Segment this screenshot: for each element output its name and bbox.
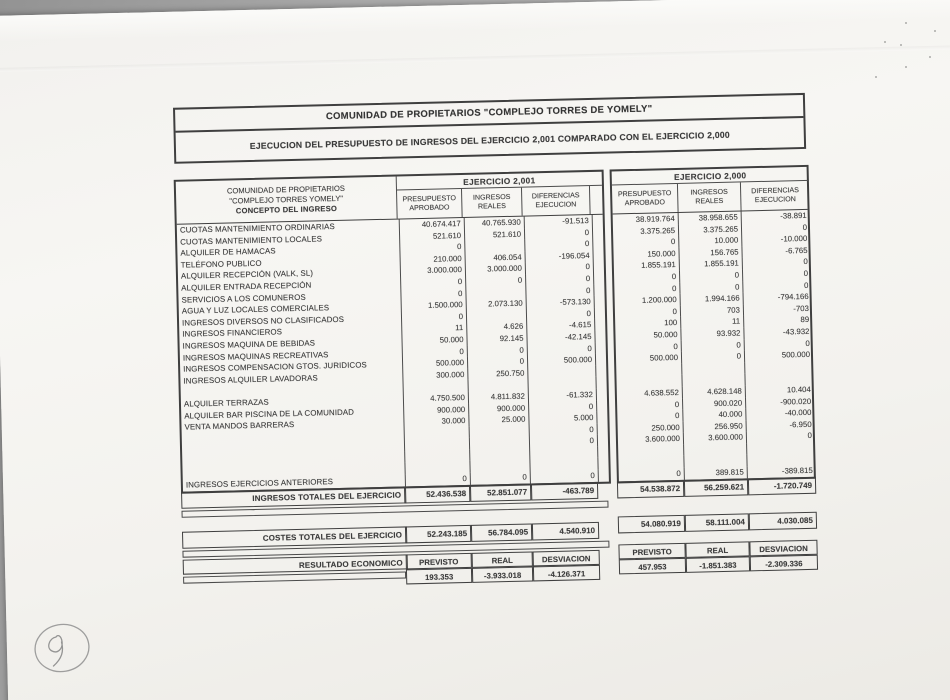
- concept-label: ALQUILER BAR PISCINA DE LA COMUNIDAD: [181, 405, 404, 422]
- cell-diferencias-2000: 10.404: [786, 384, 811, 395]
- ingresos-totales-presupuesto-2000: 54.538.872: [617, 480, 684, 499]
- cell-diferencias-2001: 0: [525, 227, 593, 240]
- ingresos-totales-reales-2001: 52.851.077: [470, 483, 531, 501]
- cell-diferencias-2001: 0: [526, 273, 594, 286]
- costes-totales-reales-2001: 56.784.095: [471, 523, 532, 541]
- cell-presupuesto-2000: 38.919.764: [613, 213, 679, 226]
- cell-ingresos-2001: 2.073.130: [467, 298, 527, 311]
- exercise-2000-header-group: [612, 167, 810, 214]
- costes-totales-diferencias-2000: 4.030.085: [749, 512, 817, 531]
- handwritten-page-number: [25, 612, 97, 684]
- spacer-cell: [594, 284, 606, 296]
- cell-presupuesto-2000: 0: [617, 398, 683, 411]
- cell-presupuesto-2000: 0: [615, 306, 681, 319]
- col-header-text: PRESUPUESTO: [402, 194, 457, 204]
- spacer-cell: [593, 215, 605, 227]
- cell-diferencias-2001: 0: [525, 238, 593, 251]
- cell-ingresos-2000: 38.958.655: [679, 211, 742, 224]
- dust-speck: [875, 76, 877, 78]
- cell-presupuesto-2001: 0: [402, 311, 467, 324]
- budget-table-2001: [174, 170, 611, 494]
- spacer-cell: [596, 365, 608, 377]
- cell-diferencias-2000: 0: [807, 431, 813, 441]
- col-header-text: PRESUPUESTO: [617, 189, 672, 199]
- cell-diferencias-2001: -91.513: [525, 215, 593, 228]
- spacer-cell: [597, 412, 609, 424]
- cell-diferencias-2001: 0: [530, 435, 598, 448]
- cell-ingresos-2001: 250.750: [468, 367, 528, 380]
- cell-diferencias-2001: -573.130: [527, 296, 595, 309]
- cell-presupuesto-2000: 0: [619, 468, 685, 481]
- resultado-header-desviacion-2001: DESVIACION: [533, 550, 600, 567]
- cell-diferencias-2000: -900.020: [780, 396, 812, 407]
- cell-presupuesto-2001: 0: [401, 288, 466, 301]
- cell-presupuesto-2000: 150.000: [613, 248, 679, 261]
- ingresos-totales-label: INGRESOS TOTALES DEL EJERCICIO: [181, 486, 406, 508]
- col-header-ingresos-reales: [678, 182, 742, 211]
- cell-presupuesto-2001: 11: [402, 322, 467, 335]
- dust-speck: [934, 30, 936, 32]
- cell-diferencias-2000: 0: [802, 222, 808, 232]
- col-header-ingresos-reales: [462, 188, 523, 217]
- spacer-cell: [598, 435, 610, 447]
- cell-ingresos-2001: 0: [471, 472, 531, 485]
- cell-ingresos-2001: 0: [468, 344, 528, 357]
- header-line: COMUNIDAD DE PROPIETARIOS: [226, 183, 346, 196]
- cell-presupuesto-2000: 3.375.265: [613, 225, 679, 238]
- col-header-presupuesto-aprobado: [612, 184, 679, 214]
- costes-totales-diferencias-2001: 4.540.910: [532, 522, 599, 541]
- resultado-header-real-2000: REAL: [685, 541, 749, 558]
- concept-label: TELÉFONO PUBLICO: [178, 254, 401, 271]
- concept-label: ALQUILER ENTRADA RECEPCIÓN: [178, 277, 401, 294]
- ingresos-totales-diferencias-2001: -463.789: [531, 482, 598, 501]
- cell-presupuesto-2001: 30.000: [404, 415, 469, 428]
- cell-diferencias-2001: -196.054: [525, 250, 593, 263]
- cell-diferencias-2001: 0: [530, 424, 598, 437]
- col-header-text: DIFERENCIAS: [751, 186, 800, 196]
- concept-label: CUOTAS MANTENIMIENTO LOCALES: [177, 231, 400, 248]
- budget-table-2000: [610, 165, 816, 483]
- concept-label: INGRESOS ALQUILER LAVADORAS: [180, 370, 403, 387]
- col-header-text: APROBADO: [409, 203, 450, 213]
- concept-label: ALQUILER RECEPCIÓN (VALK, SL): [178, 266, 401, 283]
- cell-presupuesto-2000: 1.855.191: [614, 259, 680, 272]
- cell-presupuesto-2000: 1.200.000: [615, 294, 681, 307]
- cell-presupuesto-2001: 210.000: [401, 253, 466, 266]
- cell-diferencias-2001: 0: [527, 308, 595, 321]
- spacer-cell: [593, 238, 605, 250]
- cell-ingresos-2000: 10.000: [679, 235, 742, 248]
- cell-diferencias-2000: -10.000: [780, 234, 808, 244]
- resultado-desviacion-2000: -2.309.336: [750, 555, 818, 572]
- spacer-cell: [595, 331, 607, 343]
- cell-diferencias-2000: -6.950: [789, 419, 812, 430]
- resultado-header-desviacion-2000: DESVIACION: [749, 540, 817, 557]
- cell-ingresos-2001: 406.054: [465, 251, 525, 264]
- cell-presupuesto-2001: 900.000: [404, 403, 469, 416]
- cell-diferencias-2000: -794.166: [777, 292, 809, 302]
- header-line: "COMPLEJO TORRES YOMELY": [229, 193, 344, 206]
- cell-diferencias-2000: -703: [793, 303, 809, 314]
- cell-presupuesto-2001: 0: [406, 473, 471, 486]
- document-subtitle: EJECUCION DEL PRESUPUESTO DE INGRESOS DEL EJERCICIO 2,001 COMPARADO CON EL EJERCICIO 2,000: [249, 129, 730, 151]
- ingresos-totales-presupuesto-2001: 52.436.538: [404, 485, 470, 504]
- cell-presupuesto-2000: 0: [616, 340, 682, 353]
- cell-ingresos-2000: 0: [680, 281, 743, 294]
- cell-presupuesto-2001: 500.000: [403, 357, 468, 370]
- spacer-column-header: [590, 186, 603, 214]
- spacer-cell: [598, 423, 610, 435]
- cell-diferencias-2000: -389.815: [781, 465, 813, 476]
- document-title: COMUNIDAD DE PROPIETARIOS "COMPLEJO TORRES DE YOMELY": [175, 95, 803, 133]
- cell-ingresos-2001: 4.626: [467, 321, 527, 334]
- left-table-body: [177, 215, 609, 492]
- cell-ingresos-2000: 3.600.000: [684, 432, 747, 445]
- resultado-header-previsto-2000: PREVISTO: [618, 543, 685, 560]
- cell-ingresos-2001: 92.145: [467, 332, 527, 345]
- spacer-cell: [594, 261, 606, 273]
- spacer-cell: [594, 273, 606, 285]
- concept-label: INGRESOS FINANCIEROS: [179, 324, 402, 341]
- col-header-presupuesto-aprobado: [397, 189, 463, 219]
- cell-diferencias-2000: 0: [803, 257, 808, 267]
- ingresos-totales-reales-2000: 56.259.621: [684, 478, 748, 497]
- col-header-text: EJECUCION: [535, 200, 577, 210]
- col-header-text: EJECUCION: [754, 195, 796, 205]
- spacer-cell: [596, 377, 608, 389]
- concept-label: INGRESOS MAQUINA DE BEBIDAS: [179, 335, 402, 352]
- cell-ingresos-2001: 4.811.832: [469, 390, 529, 403]
- cell-ingresos-2000: 93.932: [681, 327, 744, 340]
- cell-ingresos-2000: 4.628.148: [683, 385, 746, 398]
- cell-ingresos-2001: 40.765.930: [465, 217, 525, 230]
- cell-diferencias-2001: -4.615: [527, 319, 595, 332]
- spacer-cell: [593, 226, 605, 238]
- cell-presupuesto-2001: 300.000: [403, 369, 468, 382]
- exercise-2000-title: EJERCICIO 2,000: [612, 167, 809, 186]
- resultado-real-2001: -3.933.018: [472, 566, 533, 582]
- cell-ingresos-2000: 156.765: [679, 246, 742, 259]
- cell-diferencias-2001: 5.000: [529, 412, 597, 425]
- cell-diferencias-2001: 0: [529, 400, 597, 413]
- resultado-economico-label: RESULTADO ECONOMICO: [183, 554, 408, 574]
- concept-label: SERVICIOS A LOS COMUNEROS: [178, 289, 401, 306]
- cell-diferencias-2000: 0: [803, 268, 809, 278]
- col-header-diferencias-ejecucion: [522, 186, 591, 216]
- spacer-cell: [598, 446, 610, 458]
- cell-presupuesto-2001: 50.000: [402, 334, 467, 347]
- cell-presupuesto-2000: 50.000: [615, 329, 681, 342]
- cell-ingresos-2000: 256.950: [684, 420, 747, 433]
- spacer-cell: [596, 354, 608, 366]
- dust-speck: [905, 66, 907, 68]
- col-header-text: REALES: [695, 196, 724, 206]
- cell-presupuesto-2000: 250.000: [618, 422, 684, 435]
- cell-presupuesto-2000: 500.000: [616, 352, 682, 365]
- costes-totales-presupuesto-2000: 54.080.919: [618, 515, 685, 534]
- cell-presupuesto-2001: 0: [400, 241, 465, 254]
- cell-diferencias-2001: 0: [526, 261, 594, 274]
- cell-diferencias-2000: -6.765: [785, 245, 808, 256]
- paper-crease: [0, 44, 950, 72]
- cell-ingresos-2000: 900.020: [683, 397, 746, 410]
- cell-presupuesto-2001: 40.674.417: [400, 218, 465, 231]
- spacer-cell: [596, 342, 608, 354]
- cell-diferencias-2000: 500.000: [781, 349, 811, 360]
- concept-label: AGUA Y LUZ LOCALES COMERCIALES: [179, 301, 402, 318]
- dust-speck: [929, 56, 931, 58]
- cell-diferencias-2000: -43.932: [782, 326, 810, 337]
- cell-diferencias-2000: -40.000: [784, 407, 812, 418]
- cell-ingresos-2000: 11: [681, 316, 744, 329]
- header-line-concepto: CONCEPTO DEL INGRESO: [235, 203, 338, 216]
- table-header-2000: [612, 167, 808, 215]
- cell-presupuesto-2001: 521.610: [400, 230, 465, 243]
- costes-totales-reales-2000: 58.111.004: [685, 513, 749, 532]
- cell-diferencias-2001: 0: [526, 284, 594, 297]
- cell-ingresos-2000: 0: [682, 351, 745, 364]
- concept-column-header: [176, 177, 398, 224]
- resultado-real-2000: -1.851.383: [686, 556, 750, 573]
- cell-presupuesto-2001: 1.500.000: [402, 299, 467, 312]
- spacer-cell: [593, 249, 605, 261]
- cell-presupuesto-2000: 3.600.000: [618, 433, 684, 446]
- cell-presupuesto-2001: 3.000.000: [401, 264, 466, 277]
- cell-diferencias-2001: 0: [528, 342, 596, 355]
- concept-label: VENTA MANDOS BARRERAS: [181, 417, 404, 434]
- exercise-2001-header-group: [397, 172, 603, 219]
- col-header-text: INGRESOS: [690, 187, 728, 197]
- resultado-previsto-2000: 457.953: [619, 558, 686, 575]
- cell-diferencias-2001: 0: [531, 470, 599, 483]
- col-header-diferencias-ejecucion: [741, 181, 810, 211]
- cell-presupuesto-2000: 0: [617, 410, 683, 423]
- cell-ingresos-2000: 3.375.265: [679, 223, 742, 236]
- cell-presupuesto-2000: 0: [614, 271, 680, 284]
- cell-ingresos-2001: 0: [466, 275, 526, 288]
- cell-diferencias-2001: 500.000: [528, 354, 596, 367]
- cell-presupuesto-2000: 4.638.552: [617, 387, 683, 400]
- col-header-text: REALES: [477, 201, 506, 211]
- cell-ingresos-2000: 1.855.191: [680, 258, 743, 271]
- dust-speck: [905, 22, 907, 24]
- dust-speck: [884, 41, 886, 43]
- cell-diferencias-2000: 0: [805, 338, 810, 348]
- col-header-text: APROBADO: [624, 198, 666, 208]
- cell-diferencias-2000: 89: [800, 315, 810, 325]
- cell-diferencias-2000: 0: [803, 280, 809, 290]
- cell-presupuesto-2001: 0: [403, 345, 468, 358]
- cell-presupuesto-2001: 0: [401, 276, 466, 289]
- resultado-header-real-2001: REAL: [472, 551, 533, 567]
- ingresos-totales-diferencias-2000: -1.720.749: [748, 477, 816, 496]
- cell-presupuesto-2000: 0: [613, 236, 679, 249]
- cell-ingresos-2001: 900.000: [469, 402, 529, 415]
- cell-presupuesto-2001: 4.750.500: [404, 392, 469, 405]
- document-content: [165, 92, 867, 628]
- cell-diferencias-2000: -38.891: [780, 210, 807, 221]
- spacer-cell: [597, 400, 609, 412]
- resultado-desviacion-2001: -4.126.371: [533, 565, 600, 582]
- cell-ingresos-2000: 703: [681, 304, 744, 317]
- cell-diferencias-2001: -42.145: [527, 331, 595, 344]
- cell-ingresos-2000: 40.000: [683, 408, 746, 421]
- concept-label: ALQUILER DE HAMACAS: [177, 243, 400, 260]
- dust-speck: [900, 44, 902, 46]
- paper-edge-highlight: [0, 0, 950, 42]
- costes-totales-presupuesto-2001: 52.243.185: [405, 525, 471, 544]
- spacer-cell: [595, 319, 607, 331]
- concept-label: INGRESOS COMPENSACION GTOS. JURIDICOS: [180, 359, 403, 376]
- concept-label: INGRESOS DIVERSOS NO CLASIFICADOS: [179, 312, 402, 329]
- cell-ingresos-2001: 3.000.000: [466, 263, 526, 276]
- right-table-body: [613, 210, 814, 481]
- cell-ingresos-2000: 1.994.166: [681, 293, 744, 306]
- concept-label: ALQUILER TERRAZAS: [181, 393, 404, 410]
- col-header-text: INGRESOS: [472, 192, 511, 202]
- col-header-text: DIFERENCIAS: [531, 191, 580, 201]
- cell-ingresos-2000: 389.815: [685, 466, 748, 479]
- concept-label: CUOTAS MANTENIMIENTO ORDINARIAS: [177, 220, 400, 237]
- cell-ingresos-2001: 25.000: [469, 414, 529, 427]
- concept-label: INGRESOS MAQUINAS RECREATIVAS: [180, 347, 403, 364]
- resultado-previsto-2001: 193.353: [406, 568, 472, 585]
- cell-diferencias-2001: -61.332: [529, 389, 597, 402]
- cell-presupuesto-2000: 0: [614, 282, 680, 295]
- costes-totales-label: COSTES TOTALES DEL EJERCICIO: [182, 526, 407, 548]
- spacer-cell: [597, 389, 609, 401]
- exercise-2001-title: EJERCICIO 2,001: [397, 172, 602, 191]
- spacer-cell: [595, 307, 607, 319]
- cell-ingresos-2000: 0: [682, 339, 745, 352]
- cell-ingresos-2000: 0: [680, 269, 743, 282]
- cell-presupuesto-2000: 100: [615, 317, 681, 330]
- cell-ingresos-2001: 521.610: [465, 228, 525, 241]
- cell-ingresos-2001: 0: [468, 356, 528, 369]
- spacer-cell: [595, 296, 607, 308]
- spacer-cell: [598, 458, 610, 470]
- resultado-header-previsto-2001: PREVISTO: [406, 553, 472, 570]
- concept-label: INGRESOS EJERCICIOS ANTERIORES: [183, 474, 406, 491]
- spacer-cell: [599, 470, 611, 482]
